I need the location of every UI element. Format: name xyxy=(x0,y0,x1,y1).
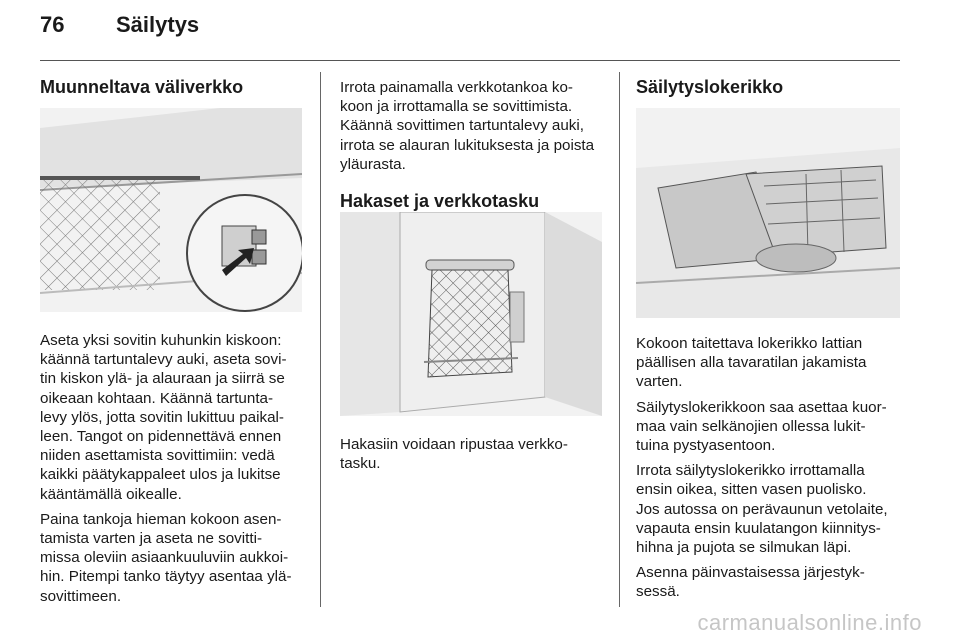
header-rule xyxy=(40,60,900,61)
page-title: Säilytys xyxy=(116,12,200,37)
paragraph: Paina tankoja hieman kokoon asen- tamista varten ja aseta ne sovitti- missa oleviin asiaankuuluviin aukkoi- hin. Pitempi tanko täytyy asentaa ylä- sovittimeen. xyxy=(40,510,292,605)
section-heading-lokerikko: Säilytyslokerikko xyxy=(636,77,784,97)
column-2 xyxy=(340,78,612,211)
paragraph: Irrota säilytyslokerikko irrottamalla ensin oikea, sitten vasen puolisko. Jos autossa on perävaunun vetolaite, vapauta ensin kuulatangon kiinnitys- hihna ja pujota se silmukan läpi. xyxy=(636,462,888,557)
storage-tray-illustration xyxy=(636,108,900,318)
paragraph: Irrota painamalla verkkotankoa ko- koon ja irrottamalla se sovittimista. Käännä sovittimen tartuntalevy auki, irrota se alauran lukituksesta ja poista yläurasta. xyxy=(340,79,595,173)
section-heading-hakaset: Hakaset ja verkkotasku xyxy=(340,191,540,212)
net-pocket-illustration xyxy=(340,212,602,416)
column-3 xyxy=(636,78,904,97)
net-adapter-illustration xyxy=(40,108,302,312)
column-1 xyxy=(40,78,312,97)
section-heading-verkko: Muunneltava väliverkko xyxy=(40,77,244,97)
column-divider-1 xyxy=(320,72,321,607)
paragraph: Asenna päinvastaisessa järjestyk- sessä. xyxy=(636,564,865,601)
page-number: 76 xyxy=(40,12,65,37)
column-1-body xyxy=(40,331,312,612)
paragraph: Kokoon taitettava lokerikko lattian päällisen alla tavaratilan jakamista varten. xyxy=(636,335,867,391)
column-2-body xyxy=(340,435,612,479)
paragraph: Aseta yksi sovitin kuhunkin kiskoon: käännä tartuntalevy auki, aseta sovi- tin kiskon ylä- ja alauraan ja siirrä se oikeaan kohtaan. Käännä tartunta- levy ylös, jotta sovitin lukittuu paikal- leen. Tangot on pidennettävä ennen niiden asettamista sovittimiin: vedä kaikki päätykappaleet ulos ja lukitse kääntämällä oikealle. xyxy=(40,332,287,503)
column-3-body xyxy=(636,334,904,608)
paragraph: Säilytyslokerikkoon saa asettaa kuor- maa vain selkänojien ollessa lukit- tuina pystyasentoon. xyxy=(636,398,887,455)
watermark: carmanualsonline.info xyxy=(697,610,922,635)
paragraph: Hakasiin voidaan ripustaa verkko- tasku. xyxy=(340,436,568,473)
column-divider-2 xyxy=(619,72,620,607)
